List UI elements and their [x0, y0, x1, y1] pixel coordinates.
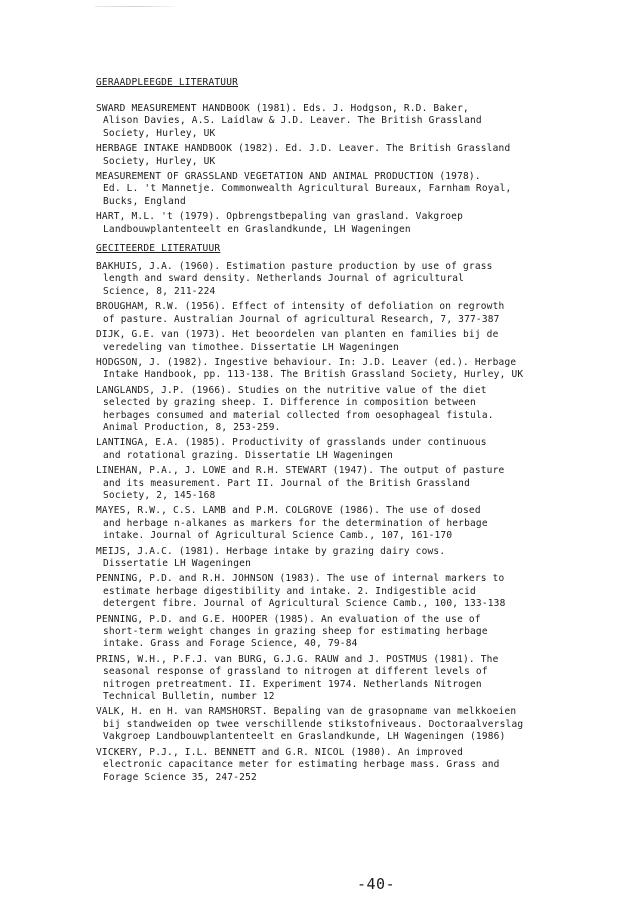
reference-continuation-line: bij standweiden op twee verschillende stikstofniveaus. Doctoraalverslag — [103, 718, 524, 730]
reference-continuation-line: Landbouwplantenteelt en Graslandkunde, LH Wageningen — [103, 223, 411, 235]
reference-continuation-line: Society, 2, 145-168 — [103, 489, 216, 501]
reference-continuation-line: Society, Hurley, UK — [103, 155, 216, 167]
reference-first-line: LANTINGA, E.A. (1985). Productivity of grasslands under continuous — [96, 437, 487, 449]
reference-continuation-line: and herbage n-alkanes as markers for the determination of herbage — [103, 517, 488, 529]
reference-entry — [96, 437, 596, 462]
reference-continuation-line: electronic capacitance meter for estimating herbage mass. Grass and — [103, 759, 500, 771]
reference-entry — [96, 171, 596, 208]
reference-entry — [96, 654, 596, 704]
reference-continuation-line: length and sward density. Netherlands Journal of agricultural — [103, 273, 465, 285]
reference-entry — [96, 143, 596, 168]
reference-entry — [96, 706, 596, 743]
reference-first-line: MEIJS, J.A.C. (1981). Herbage intake by grazing dairy cows. — [96, 545, 446, 557]
reference-continuation-line: Dissertatie LH Wageningen — [103, 558, 251, 569]
reference-first-line: LINEHAN, P.A., J. LOWE and R.H. STEWART (1947). The output of pasture — [96, 465, 505, 477]
reference-entry — [96, 357, 596, 382]
reference-entry — [96, 385, 596, 435]
reference-continuation-line: short-term weight changes in grazing sheep for estimating herbage — [103, 626, 488, 638]
reference-continuation-line: intake. Grass and Forage Science, 40, 79-84 — [103, 638, 358, 650]
reference-entry — [96, 261, 596, 298]
reference-continuation-line: veredeling van timothee. Dissertatie LH Wageningen — [103, 341, 399, 353]
reference-continuation-line: seasonal response of grassland to nitrogen at different levels of — [103, 666, 488, 678]
reference-continuation-line: Science, 8, 211-224 — [103, 285, 216, 297]
reference-continuation-line: Bucks, England — [103, 195, 186, 207]
page-number: -40- — [357, 875, 396, 893]
reference-entry — [96, 546, 596, 571]
reference-continuation-line: intake. Journal of Agricultural Science Camb., 107, 161-170 — [103, 530, 453, 542]
reference-continuation-line: Society, Hurley, UK — [103, 127, 216, 139]
reference-continuation-line: Ed. L. 't Mannetje. Commonwealth Agricultural Bureaux, Farnham Royal, — [103, 183, 512, 195]
reference-first-line: HERBAGE INTAKE HANDBOOK (1982). Ed. J.D. Leaver. The British Grassland — [96, 143, 511, 155]
reference-continuation-line: detergent fibre. Journal of Agricultural Science Camb., 100, 133-138 — [103, 598, 506, 610]
reference-first-line: VALK, H. en H. van RAMSHORST. Bepaling van de grasopname van melkkoeien — [96, 706, 517, 718]
reference-entry — [96, 103, 596, 140]
reference-first-line: SWARD MEASUREMENT HANDBOOK (1981). Eds. J. Hodgson, R.D. Baker, — [96, 103, 469, 114]
reference-continuation-line: Intake Handbook, pp. 113-138. The British Grassland Society, Hurley, UK — [103, 369, 524, 381]
reference-continuation-line: estimate herbage digestibility and intake. 2. Indigestible acid — [103, 585, 476, 597]
reference-continuation-line: nitrogen pretreatment. II. Experiment 1974. Netherlands Nitrogen — [103, 678, 482, 690]
cited-literature-list — [96, 261, 596, 784]
reference-continuation-line: and its measurement. Part II. Journal of the British Grassland — [103, 477, 471, 489]
reference-entry — [96, 465, 596, 502]
reference-continuation-line: Forage Science 35, 247-252 — [103, 771, 257, 783]
reference-continuation-line: Technical Bulletin, number 12 — [103, 691, 275, 703]
scan-artifact — [95, 6, 175, 7]
consulted-literature-list — [96, 103, 596, 236]
reference-entry — [96, 211, 596, 236]
reference-first-line: VICKERY, P.J., I.L. BENNETT and G.R. NICOL (1980). An improved — [96, 746, 464, 758]
cited-literature-heading: GECITEERDE LITERATUUR — [96, 243, 221, 255]
reference-list — [96, 76, 596, 787]
reference-entry — [96, 614, 596, 651]
reference-first-line: PRINS, W.H., P.F.J. van BURG, G.J.G. RAUW and J. POSTMUS (1981). The — [96, 653, 499, 665]
reference-continuation-line: Animal Production, 8, 253-259. — [103, 421, 281, 433]
reference-first-line: HART, M.L. 't (1979). Opbrengstbepaling van grasland. Vakgroep — [96, 211, 464, 223]
reference-entry — [96, 505, 596, 542]
reference-first-line: MEASUREMENT OF GRASSLAND VEGETATION AND ANIMAL PRODUCTION (1978). — [96, 171, 481, 183]
reference-first-line: LANGLANDS, J.P. (1966). Studies on the nutritive value of the diet — [96, 384, 487, 396]
reference-continuation-line: Alison Davies, A.S. Laidlaw & J.D. Leaver. The British Grassland — [103, 115, 482, 127]
reference-first-line: BROUGHAM, R.W. (1956). Effect of intensity of defoliation on regrowth — [96, 301, 505, 313]
reference-first-line: BAKHUIS, J.A. (1960). Estimation pasture production by use of grass — [96, 261, 493, 273]
reference-first-line: PENNING, P.D. and R.H. JOHNSON (1983). The use of internal markers to — [96, 573, 505, 585]
reference-entry — [96, 329, 596, 354]
reference-continuation-line: selected by grazing sheep. I. Difference in composition between — [103, 397, 476, 409]
reference-continuation-line: Vakgroep Landbouwplantenteelt en Graslandkunde, LH Wageningen (1986) — [103, 731, 506, 743]
reference-entry — [96, 301, 596, 326]
reference-entry — [96, 747, 596, 784]
reference-first-line: PENNING, P.D. and G.E. HOOPER (1985). An evaluation of the use of — [96, 613, 481, 625]
reference-continuation-line: and rotational grazing. Dissertatie LH Wageningen — [103, 449, 394, 461]
reference-first-line: HODGSON, J. (1982). Ingestive behaviour. In: J.D. Leaver (ed.). Herbage — [96, 356, 517, 368]
reference-first-line: MAYES, R.W., C.S. LAMB and P.M. COLGROVE (1986). The use of dosed — [96, 505, 481, 517]
reference-entry — [96, 573, 596, 610]
reference-first-line: DIJK, G.E. van (1973). Het beoordelen van planten en families bij de — [96, 329, 499, 341]
reference-continuation-line: herbages consumed and material collected from oesophageal fistula. — [103, 409, 494, 421]
consulted-literature-heading: GERAADPLEEGDE LITERATUUR — [96, 77, 239, 88]
reference-continuation-line: of pasture. Australian Journal of agricultural Research, 7, 377-387 — [103, 313, 500, 325]
